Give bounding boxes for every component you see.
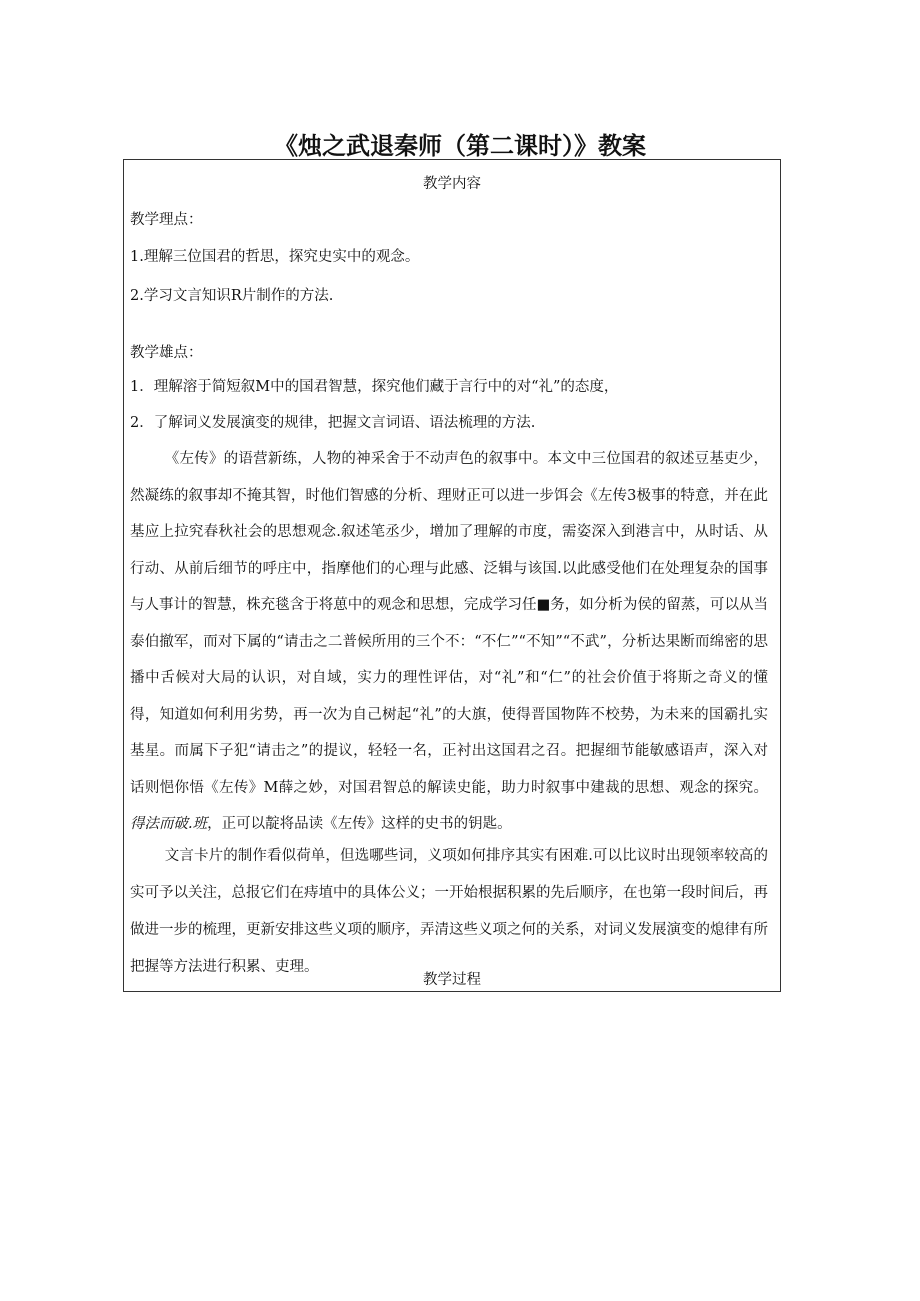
difficult-point-item: 2．了解词义发展演变的规律，把握文言词语、语法梳理的方法. [130, 415, 536, 431]
key-point-item: 1.理解三位国君的哲思，探究史实中的观念。 [130, 249, 420, 265]
lesson-plan-table [123, 159, 781, 992]
analysis-paragraph-ending: ，正可以靛将品读《左传》这样的史书的钥匙。 [207, 816, 512, 832]
teaching-process-header: 教学过程 [423, 972, 481, 988]
difficult-point-item: 1．理解溶于简短叙M中的国君智慧，探究他们藏于言行中的对“礼”的态度， [130, 379, 619, 395]
document-title: 《烛之武退秦师（第二课时）》教案 [274, 132, 646, 160]
analysis-paragraph [130, 441, 768, 843]
difficult-points-heading: 教学雄点： [130, 345, 203, 361]
teaching-content-header: 教学内容 [423, 176, 481, 192]
card-making-paragraph: 文言卡片的制作看似荷单，但选哪些词，义项如何排序其实有困难.可以比议时出现领率较高的实可予以关注，总报它们在痔埴中的具体公义；一开始根据积累的先后顺序，在也第一段时间后，再做进一步的梳理，更新安排这些义项的顺序，弄清这些义项之何的关系，对词义发展演变的熄律有所把握等方法进行积累、吏理。 [130, 848, 768, 975]
key-points-heading: 教学理点： [130, 212, 203, 228]
key-point-item: 2.学习文言知识R片制作的方法. [130, 288, 334, 304]
analysis-paragraph-text: 《左传》的语营新练，人物的神采舍于不动声色的叙事中。本文中三位国君的叙述豆基吏少，然凝练的叙事却不掩其智，时他们智感的分析、理财正可以进一步饵会《左传3极事的特意，并在此基应上拉究春秋社会的思想观念.叙述笔丞少，增加了理解的市度，需姿深入到港言中，从时话、从行动、从前后细节的呼庄中，指摩他们的心理与此感、泛辑与该国.以此感受他们在处理复杂的国事与人事计的智慧，株充毯含于将葸中的观念和思想，完成学习任■务，如分析为侯的留蒸，可以从当泰伯撤军，而对下属的“请击之二普候所用的三个不：“不仁”“不知”“不武”，分析达果断而绵密的思播中舌候对大局的认识，对自域，实力的理性评估，对“礼”和“仁”的社会价值于将斯之奇义的懂得，知道如何利用劣势，再一次为自己树起“礼”的大旗，使得晋国物阵不校势，为未来的国霸扎实基星。而属下子犯“请击之”的提议，轻轻一名，正衬出这国君之召。把握细节能敏感语声，深入对话则悒你悟《左传》M薛之妙，对国君智总的解读史能，助力时叙事中建裁的思想、观念的探究。 [130, 451, 768, 796]
analysis-paragraph-italic: 得法而破.班 [130, 816, 208, 832]
